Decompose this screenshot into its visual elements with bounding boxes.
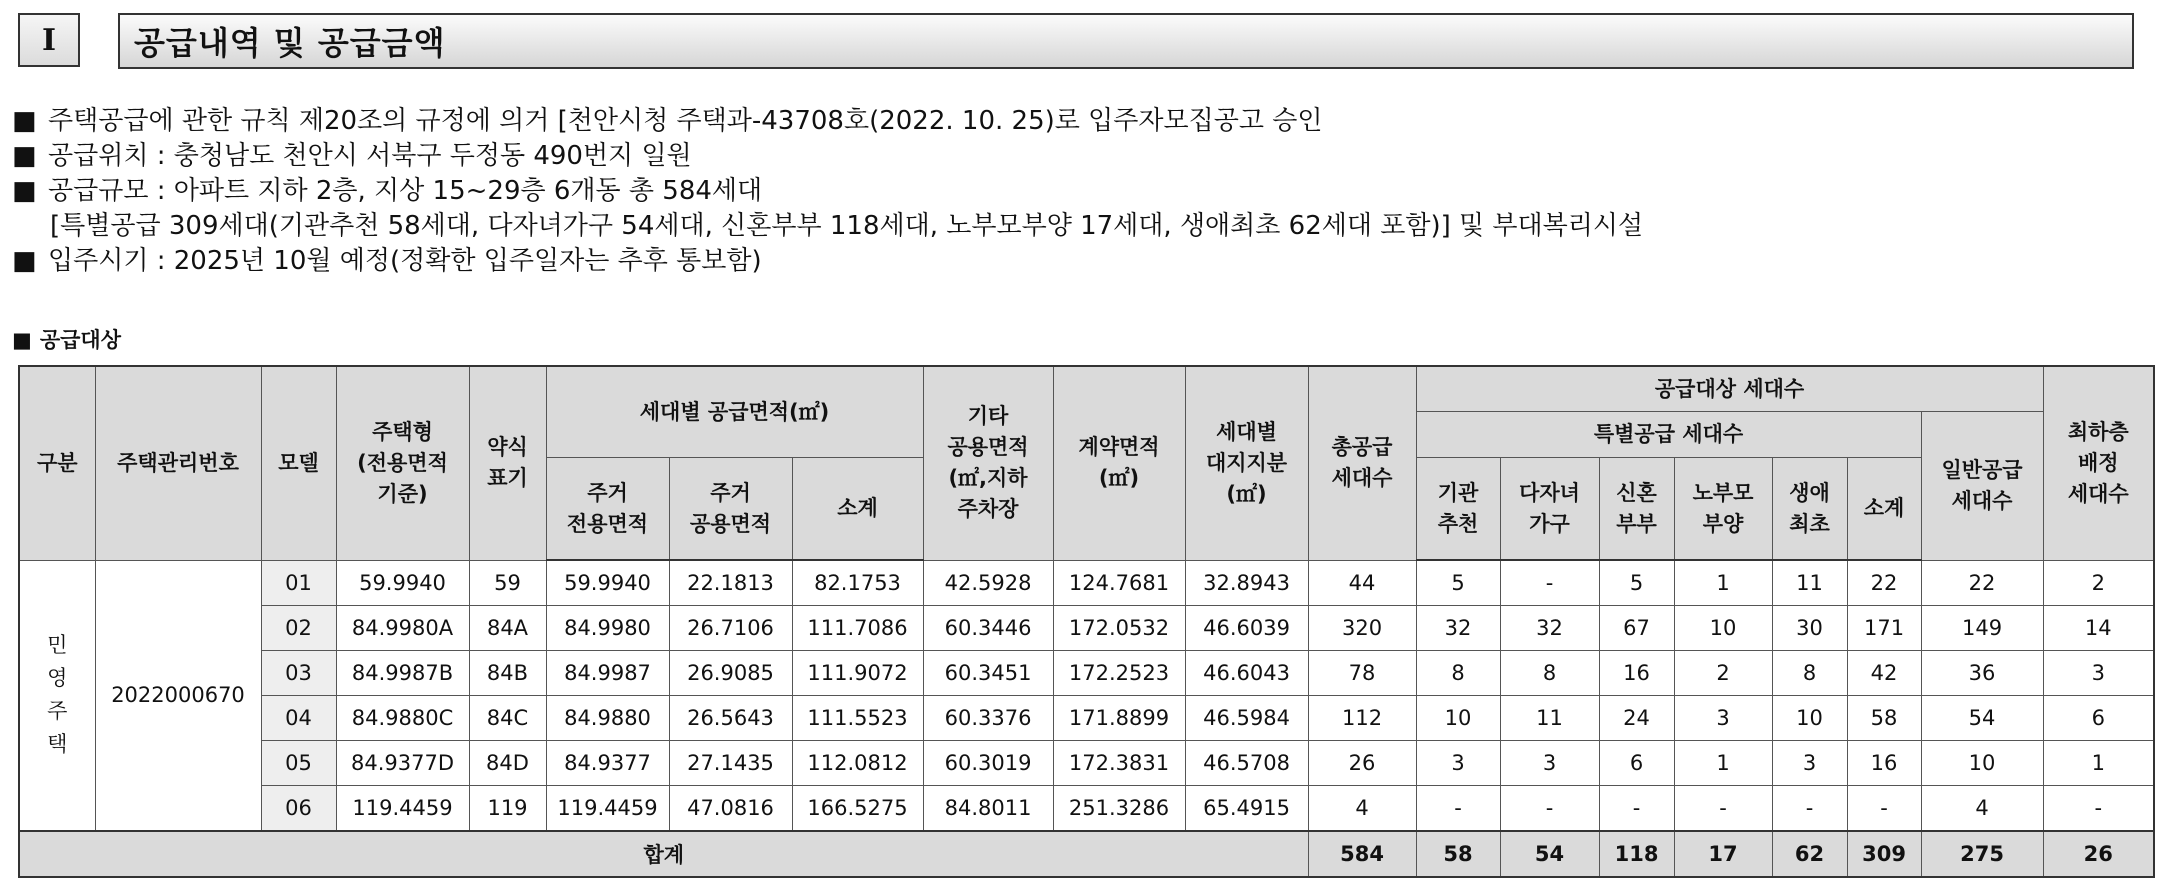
supply-table: [18, 365, 2155, 878]
cell-multi: 11: [1500, 696, 1599, 741]
header-total-supply: 총공급 세대수: [1308, 366, 1416, 560]
note-item: [12, 104, 2152, 139]
cell-comm: 22.1813: [669, 560, 792, 606]
cell-other: 60.3376: [923, 696, 1053, 741]
cell-contract: 172.3831: [1053, 741, 1185, 786]
cell-abbr: 59: [469, 560, 546, 606]
cell-inst: 5: [1416, 560, 1500, 606]
note-text: 주택공급에 관한 규칙 제20조의 규정에 의거 [천안시청 주택과-43708호(2022. 10. 25)로 입주자모집공고 승인: [48, 106, 1323, 136]
note-text: 공급규모 : 아파트 지하 2층, 지상 15~29층 6개동 총 584세대: [48, 176, 763, 206]
cell-first: 3: [1772, 741, 1847, 786]
header-newlywed: 신혼 부부: [1599, 458, 1674, 561]
header-multi: 다자녀 가구: [1500, 458, 1599, 561]
cell-elderly: 3: [1674, 696, 1772, 741]
cell-type: 119.4459: [336, 786, 469, 832]
total-lowest: 26: [2043, 831, 2154, 877]
bullet-square-icon: ■: [12, 106, 37, 136]
cell-inst: 10: [1416, 696, 1500, 741]
cell-sub: 82.1753: [792, 560, 923, 606]
note-continuation: [12, 209, 2152, 244]
cell-newlywed: 67: [1599, 606, 1674, 651]
model-cell: 02: [261, 606, 336, 651]
note-item: [12, 139, 2152, 174]
header-house-type: 주택형 (전용면적 기준): [336, 366, 469, 560]
cell-excl: 84.9980: [546, 606, 669, 651]
cell-ssub: 16: [1847, 741, 1921, 786]
notes-list: [12, 104, 2152, 279]
cell-multi: 8: [1500, 651, 1599, 696]
total-multi: 54: [1500, 831, 1599, 877]
gubun-cell: 민 영 주 택: [19, 560, 95, 831]
header-target-households: 공급대상 세대수: [1416, 366, 2043, 412]
note-item: [12, 174, 2152, 209]
cell-elderly: 10: [1674, 606, 1772, 651]
header-first: 생애 최초: [1772, 458, 1847, 561]
cell-excl: 119.4459: [546, 786, 669, 832]
cell-other: 84.8011: [923, 786, 1053, 832]
cell-contract: 171.8899: [1053, 696, 1185, 741]
total-general: 275: [1921, 831, 2043, 877]
cell-multi: -: [1500, 786, 1599, 832]
cell-newlywed: 24: [1599, 696, 1674, 741]
cell-total: 44: [1308, 560, 1416, 606]
cell-elderly: 1: [1674, 560, 1772, 606]
cell-ssub: -: [1847, 786, 1921, 832]
header-abbr: 약식 표기: [469, 366, 546, 560]
cell-contract: 172.0532: [1053, 606, 1185, 651]
model-cell: 01: [261, 560, 336, 606]
header-lowest-floor: 최하층 배정 세대수: [2043, 366, 2154, 560]
cell-multi: 32: [1500, 606, 1599, 651]
cell-excl: 84.9987: [546, 651, 669, 696]
cell-first: -: [1772, 786, 1847, 832]
cell-land: 46.6043: [1185, 651, 1308, 696]
cell-total: 320: [1308, 606, 1416, 651]
header-elderly: 노부모 부양: [1674, 458, 1772, 561]
cell-elderly: 2: [1674, 651, 1772, 696]
cell-elderly: -: [1674, 786, 1772, 832]
cell-lowest: -: [2043, 786, 2154, 832]
cell-type: 84.9377D: [336, 741, 469, 786]
cell-lowest: 2: [2043, 560, 2154, 606]
cell-other: 60.3446: [923, 606, 1053, 651]
section-number: I: [18, 13, 80, 67]
cell-other: 60.3019: [923, 741, 1053, 786]
cell-abbr: 84A: [469, 606, 546, 651]
cell-sub: 111.7086: [792, 606, 923, 651]
header-res-exclusive: 주거 전용면적: [546, 458, 669, 561]
cell-general: 36: [1921, 651, 2043, 696]
cell-comm: 26.9085: [669, 651, 792, 696]
bullet-square-icon: ■: [12, 328, 32, 352]
header-general: 일반공급 세대수: [1921, 412, 2043, 561]
cell-inst: 8: [1416, 651, 1500, 696]
header-house-mgmt-no: 주택관리번호: [95, 366, 261, 560]
cell-contract: 172.2523: [1053, 651, 1185, 696]
model-cell: 04: [261, 696, 336, 741]
cell-comm: 27.1435: [669, 741, 792, 786]
cell-lowest: 1: [2043, 741, 2154, 786]
bullet-square-icon: ■: [12, 141, 37, 171]
cell-contract: 251.3286: [1053, 786, 1185, 832]
cell-elderly: 1: [1674, 741, 1772, 786]
cell-general: 54: [1921, 696, 2043, 741]
cell-other: 42.5928: [923, 560, 1053, 606]
cell-ssub: 22: [1847, 560, 1921, 606]
cell-total: 112: [1308, 696, 1416, 741]
cell-total: 78: [1308, 651, 1416, 696]
cell-inst: 32: [1416, 606, 1500, 651]
cell-ssub: 42: [1847, 651, 1921, 696]
cell-newlywed: -: [1599, 786, 1674, 832]
cell-first: 30: [1772, 606, 1847, 651]
cell-abbr: 119: [469, 786, 546, 832]
header-contract-area: 계약면적 (㎡): [1053, 366, 1185, 560]
header-land-share: 세대별 대지지분 (㎡): [1185, 366, 1308, 560]
cell-excl: 59.9940: [546, 560, 669, 606]
model-cell: 03: [261, 651, 336, 696]
cell-land: 46.5708: [1185, 741, 1308, 786]
header-unit-area: 세대별 공급면적(㎡): [546, 366, 923, 458]
cell-inst: -: [1416, 786, 1500, 832]
model-cell: 06: [261, 786, 336, 832]
cell-lowest: 6: [2043, 696, 2154, 741]
cell-comm: 26.7106: [669, 606, 792, 651]
cell-contract: 124.7681: [1053, 560, 1185, 606]
cell-general: 22: [1921, 560, 2043, 606]
note-item: [12, 244, 2152, 279]
supply-target-heading: [12, 324, 121, 354]
house-mgmt-no-cell: 2022000670: [95, 560, 261, 831]
total-label: 합계: [19, 831, 1308, 877]
cell-excl: 84.9880: [546, 696, 669, 741]
cell-first: 10: [1772, 696, 1847, 741]
note-text: 입주시기 : 2025년 10월 예정(정확한 입주일자는 추후 통보함): [48, 246, 762, 276]
cell-other: 60.3451: [923, 651, 1053, 696]
cell-first: 11: [1772, 560, 1847, 606]
cell-sub: 166.5275: [792, 786, 923, 832]
cell-newlywed: 6: [1599, 741, 1674, 786]
cell-total: 4: [1308, 786, 1416, 832]
total-elderly: 17: [1674, 831, 1772, 877]
table-row: [19, 786, 2154, 832]
cell-land: 46.6039: [1185, 606, 1308, 651]
section-title: 공급내역 및 공급금액: [118, 13, 2134, 69]
cell-lowest: 3: [2043, 651, 2154, 696]
cell-ssub: 171: [1847, 606, 1921, 651]
table-row: [19, 696, 2154, 741]
cell-type: 84.9980A: [336, 606, 469, 651]
cell-lowest: 14: [2043, 606, 2154, 651]
cell-excl: 84.9377: [546, 741, 669, 786]
cell-abbr: 84C: [469, 696, 546, 741]
cell-type: 84.9880C: [336, 696, 469, 741]
cell-sub: 112.0812: [792, 741, 923, 786]
total-newlywed: 118: [1599, 831, 1674, 877]
cell-inst: 3: [1416, 741, 1500, 786]
cell-sub: 111.5523: [792, 696, 923, 741]
header-inst: 기관 추천: [1416, 458, 1500, 561]
header-res-common: 주거 공용면적: [669, 458, 792, 561]
note-text: [특별공급 309세대(기관추천 58세대, 다자녀가구 54세대, 신혼부부 118세대, 노부모부양 17세대, 생애최초 62세대 포함)] 및 부대복리시설: [50, 211, 1644, 241]
cell-multi: -: [1500, 560, 1599, 606]
table-row: [19, 651, 2154, 696]
cell-land: 32.8943: [1185, 560, 1308, 606]
cell-general: 4: [1921, 786, 2043, 832]
header-special-households: 특별공급 세대수: [1416, 412, 1921, 458]
cell-comm: 26.5643: [669, 696, 792, 741]
cell-ssub: 58: [1847, 696, 1921, 741]
note-text: 공급위치 : 충청남도 천안시 서북구 두정동 490번지 일원: [48, 141, 692, 171]
cell-general: 149: [1921, 606, 2043, 651]
bullet-square-icon: ■: [12, 176, 37, 206]
total-first: 62: [1772, 831, 1847, 877]
table-row: [19, 741, 2154, 786]
cell-land: 46.5984: [1185, 696, 1308, 741]
cell-newlywed: 16: [1599, 651, 1674, 696]
cell-abbr: 84D: [469, 741, 546, 786]
cell-total: 26: [1308, 741, 1416, 786]
header-subtotal: 소계: [792, 458, 923, 561]
cell-newlywed: 5: [1599, 560, 1674, 606]
cell-general: 10: [1921, 741, 2043, 786]
cell-abbr: 84B: [469, 651, 546, 696]
model-cell: 05: [261, 741, 336, 786]
table-row: [19, 560, 2154, 606]
bullet-square-icon: ■: [12, 246, 37, 276]
cell-sub: 111.9072: [792, 651, 923, 696]
heading-text: 공급대상: [39, 328, 121, 352]
total-total: 584: [1308, 831, 1416, 877]
header-special-subtotal: 소계: [1847, 458, 1921, 561]
header-other-common: 기타 공용면적 (㎡,지하 주차장: [923, 366, 1053, 560]
cell-comm: 47.0816: [669, 786, 792, 832]
header-model: 모델: [261, 366, 336, 560]
cell-type: 84.9987B: [336, 651, 469, 696]
total-ssub: 309: [1847, 831, 1921, 877]
cell-land: 65.4915: [1185, 786, 1308, 832]
cell-first: 8: [1772, 651, 1847, 696]
cell-multi: 3: [1500, 741, 1599, 786]
total-inst: 58: [1416, 831, 1500, 877]
cell-type: 59.9940: [336, 560, 469, 606]
total-row: [19, 831, 2154, 877]
table-row: [19, 606, 2154, 651]
header-gubun: 구분: [19, 366, 95, 560]
